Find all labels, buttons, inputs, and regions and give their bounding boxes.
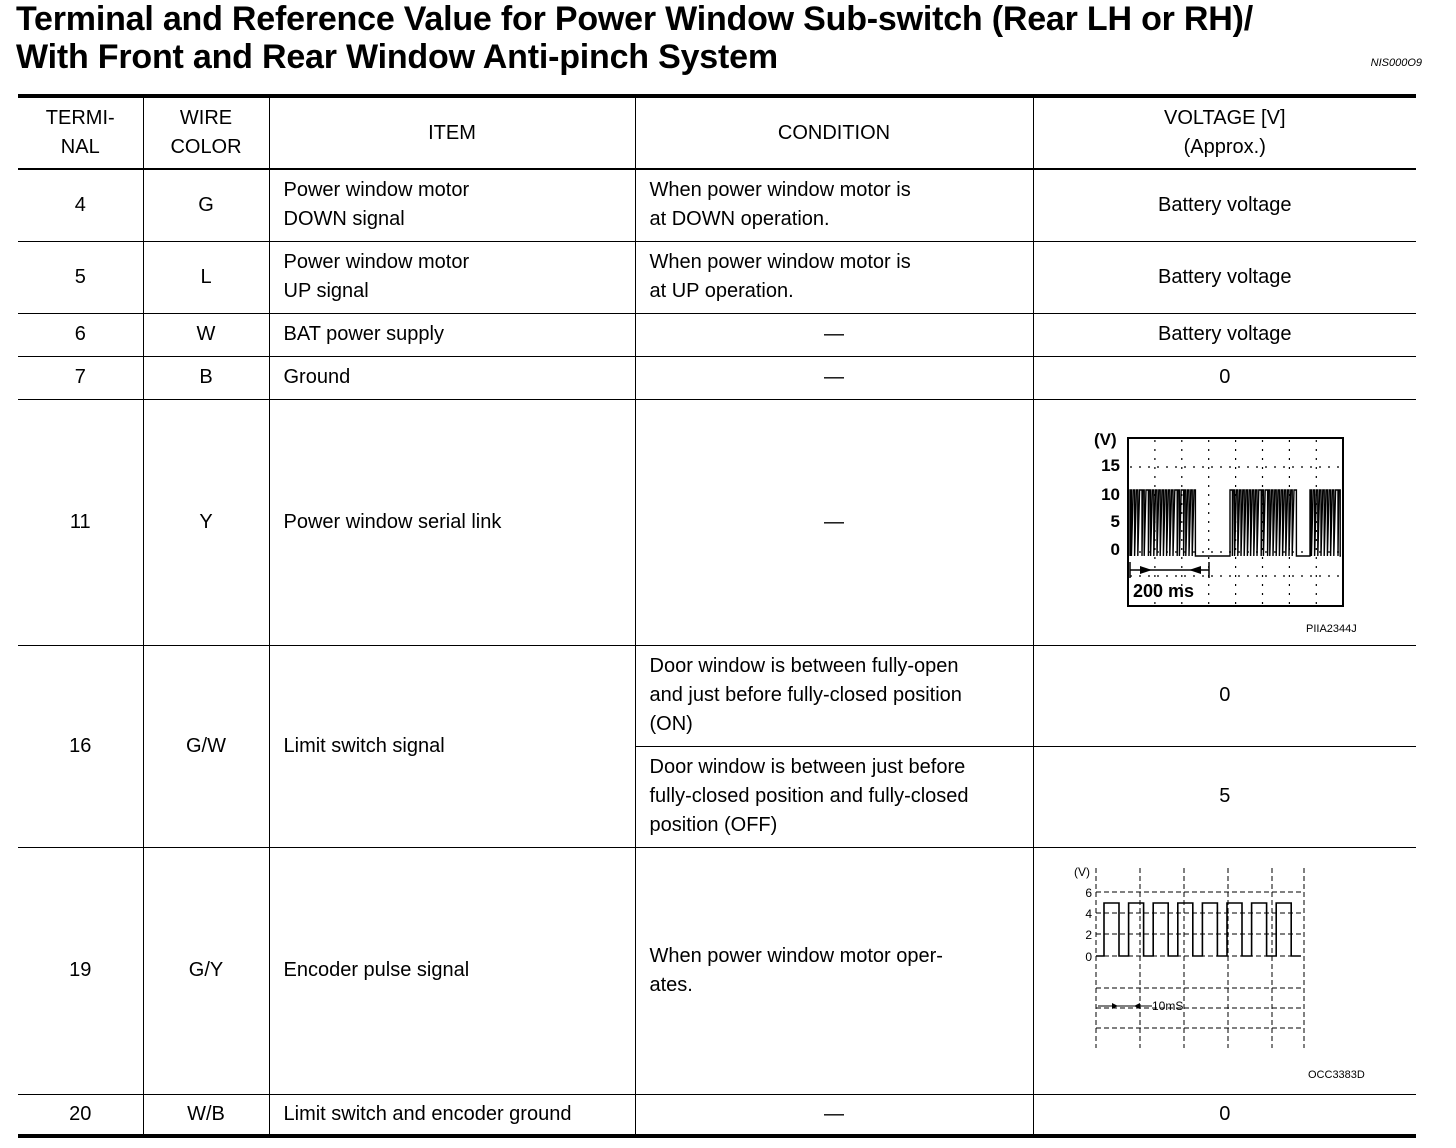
wire-cell: Y — [143, 399, 269, 645]
header-voltage: VOLTAGE [V] (Approx.) — [1033, 96, 1416, 169]
terminal-cell: 20 — [18, 1094, 143, 1136]
wire-cell: G/W — [143, 645, 269, 847]
serial-tick-10: 10 — [1100, 484, 1120, 504]
terminal-reference-table — [18, 94, 1416, 1138]
table-row — [18, 169, 1416, 241]
serial-tick-15: 15 — [1100, 455, 1120, 475]
wire-cell: W/B — [143, 1094, 269, 1136]
voltage-cell: Battery voltage — [1033, 241, 1416, 313]
encoder-square-wave — [1096, 903, 1301, 956]
table-row — [18, 241, 1416, 313]
encoder-square-path — [1096, 903, 1301, 956]
wire-cell: W — [143, 313, 269, 356]
voltage-figure-cell — [1033, 847, 1416, 1094]
title-line-2: With Front and Rear Window Anti-pinch System — [16, 38, 778, 76]
voltage-figure-cell — [1033, 399, 1416, 645]
serial-time-label: 200 ms — [1132, 580, 1194, 601]
serial-tick-5: 5 — [1110, 511, 1120, 531]
terminal-cell: 7 — [18, 356, 143, 399]
voltage-cell: Battery voltage — [1033, 169, 1416, 241]
condition-cell: — — [635, 1094, 1033, 1136]
voltage-cell: 0 — [1033, 356, 1416, 399]
condition-cell: Door window is between fully-open and just before fully-closed position (ON) — [635, 645, 1033, 746]
serial-unit-label: (V) — [1093, 429, 1117, 449]
header-condition: CONDITION — [635, 96, 1033, 169]
condition-cell: — — [635, 399, 1033, 645]
condition-cell: When power window motor is at DOWN operation. — [635, 169, 1033, 241]
table-header-row — [18, 96, 1416, 169]
condition-cell: When power window motor is at UP operation. — [635, 241, 1033, 313]
table-row — [18, 645, 1416, 746]
condition-cell: When power window motor oper- ates. — [635, 847, 1033, 1094]
wire-cell: L — [143, 241, 269, 313]
voltage-cell: 0 — [1033, 645, 1416, 746]
encoder-unit-label: (V) — [1073, 864, 1090, 879]
title-line-1: Terminal and Reference Value for Power Window Sub-switch (Rear LH or RH)/ — [16, 0, 1254, 38]
encoder-tick-4: 4 — [1084, 906, 1092, 921]
voltage-cell: Battery voltage — [1033, 313, 1416, 356]
encoder-grid — [1096, 868, 1304, 1048]
table-row — [18, 399, 1416, 645]
item-cell: Power window serial link — [269, 399, 635, 645]
item-cell: Ground — [269, 356, 635, 399]
wire-cell: G/Y — [143, 847, 269, 1094]
page-title — [16, 0, 1253, 76]
table-row — [18, 1094, 1416, 1136]
table-row — [18, 356, 1416, 399]
item-cell: Power window motor DOWN signal — [269, 169, 635, 241]
serial-figure-id: PIIA2344J — [1305, 622, 1357, 635]
item-cell: Encoder pulse signal — [269, 847, 635, 1094]
serial-link-waveform — [1034, 400, 1417, 645]
item-cell: BAT power supply — [269, 313, 635, 356]
item-cell: Limit switch signal — [269, 645, 635, 847]
encoder-tick-6: 6 — [1084, 885, 1092, 900]
header-terminal: TERMI- NAL — [18, 96, 143, 169]
terminal-cell: 6 — [18, 313, 143, 356]
wire-cell: G — [143, 169, 269, 241]
encoder-tick-0: 0 — [1084, 949, 1092, 964]
encoder-pulse-waveform — [1034, 848, 1417, 1094]
item-cell: Power window motor UP signal — [269, 241, 635, 313]
condition-cell: Door window is between just before fully-closed position and fully-closed position (OFF) — [635, 746, 1033, 847]
table-row — [18, 847, 1416, 1094]
serial-pulse-train — [1130, 490, 1341, 556]
time-arrow-right — [1189, 566, 1201, 574]
terminal-cell: 19 — [18, 847, 143, 1094]
item-cell: Limit switch and encoder ground — [269, 1094, 635, 1136]
terminal-cell: 11 — [18, 399, 143, 645]
terminal-cell: 16 — [18, 645, 143, 847]
serial-pulse-path — [1130, 490, 1341, 556]
document-id: NIS000O9 — [1370, 57, 1422, 69]
header-wire-color: WIRE COLOR — [143, 96, 269, 169]
voltage-cell: 0 — [1033, 1094, 1416, 1136]
serial-tick-0: 0 — [1110, 539, 1120, 559]
condition-cell: — — [635, 356, 1033, 399]
header-item: ITEM — [269, 96, 635, 169]
encoder-tick-2: 2 — [1084, 927, 1092, 942]
encoder-time-label: 10mS — [1151, 998, 1183, 1013]
condition-cell: — — [635, 313, 1033, 356]
terminal-cell: 4 — [18, 169, 143, 241]
voltage-cell: 5 — [1033, 746, 1416, 847]
time-arrow-left — [1140, 566, 1152, 574]
encoder-figure-id: OCC3383D — [1307, 1068, 1365, 1081]
wire-cell: B — [143, 356, 269, 399]
terminal-cell: 5 — [18, 241, 143, 313]
table-row — [18, 313, 1416, 356]
